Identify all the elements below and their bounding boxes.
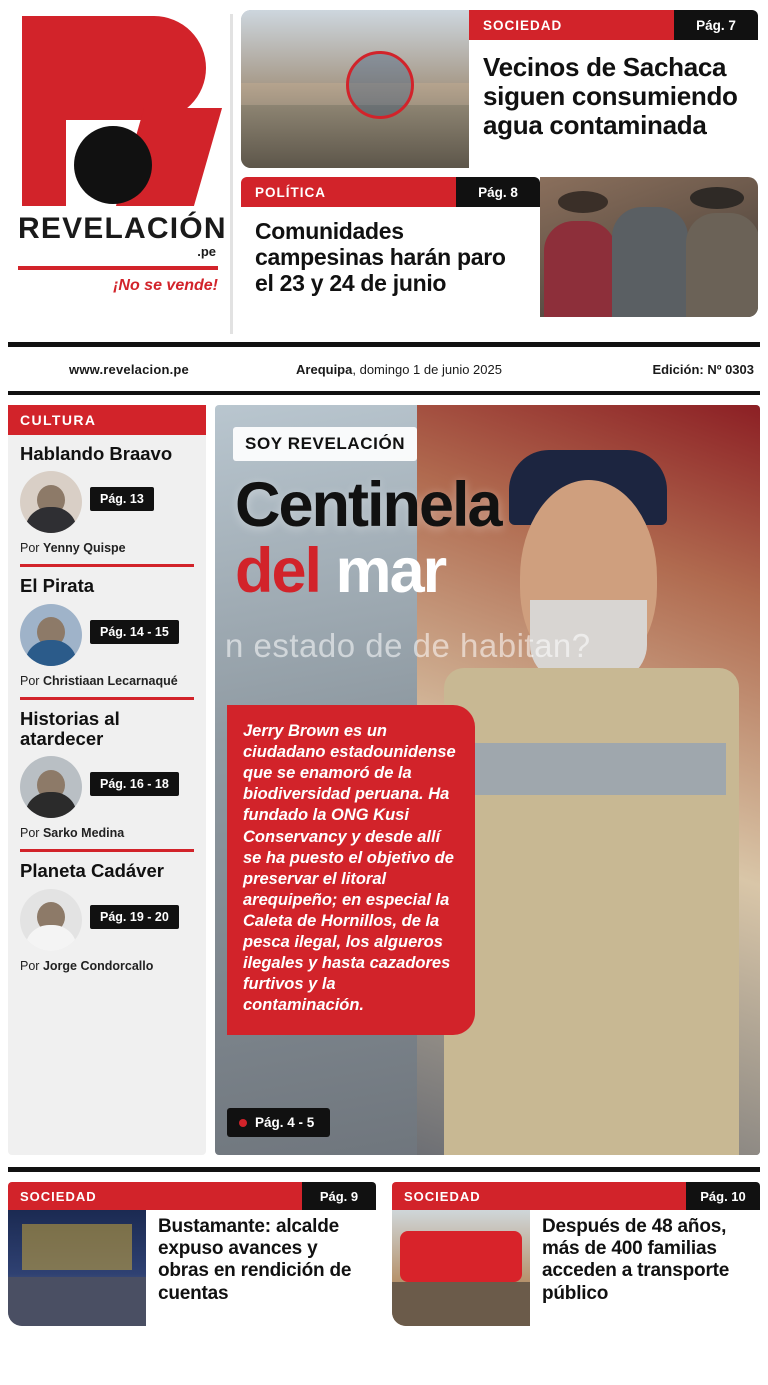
feature-callout: Jerry Brown es un ciudadano estadounidense que se enamoró de la biodiversidad peruana. Ha fundado la ONG Kusi Conservancy y desde allí se ha puesto el objetivo de preservar el litoral arequipeño; en especial la Caleta de Hornillos, de la pesca ilegal, los algueros ilegales y hasta cazadores furtivos y la contaminación.: [227, 705, 475, 1035]
culture-section-label: CULTURA: [8, 405, 206, 435]
culture-item-1-author: Yenny Quispe: [42, 541, 126, 556]
culture-item-1-title[interactable]: Hablando Braavo: [20, 443, 173, 464]
feature-headline-del: del: [235, 536, 321, 606]
culture-item-2-author: Christiaan Lecarnaqué: [42, 673, 178, 688]
feature-story[interactable]: [215, 405, 760, 1155]
top-story-politica-photo: [540, 177, 758, 317]
bottom-story-2-photo: [392, 1210, 530, 1326]
culture-item-3-page[interactable]: Pág. 16 - 18: [90, 772, 179, 796]
culture-item-3-author: Sarko Medina: [42, 826, 125, 841]
byline-prefix-4: Por: [20, 958, 43, 973]
culture-item-3[interactable]: [8, 700, 206, 850]
bottom-story-1-kicker[interactable]: SOCIEDAD: [8, 1182, 302, 1210]
culture-item-2-avatar: [20, 604, 82, 666]
feature-page-label: Pág. 4 - 5: [255, 1115, 315, 1130]
brand-tagline: ¡No se vende!: [113, 277, 218, 294]
issue-date: [244, 362, 554, 377]
byline-prefix-3: Por: [20, 826, 43, 841]
culture-item-1-byline: [20, 533, 194, 564]
page-tag-politica[interactable]: Pág. 8: [456, 177, 540, 207]
culture-item-3-title[interactable]: Historias al atardecer: [20, 707, 120, 750]
feature-headline-line2: [235, 536, 446, 606]
masthead: [0, 0, 768, 338]
feature-page-chip[interactable]: [227, 1108, 330, 1137]
feature-eyebrow: SOY REVELACIÓN: [233, 427, 417, 461]
culture-item-2-title[interactable]: El Pirata: [20, 575, 95, 597]
top-story-politica-headline[interactable]: Comunidades campesinas harán paro el 23 y 24 de junio: [255, 218, 506, 296]
byline-prefix-2: Por: [20, 673, 43, 688]
bottom-story-2-page[interactable]: Pág. 10: [686, 1182, 760, 1210]
brand-tld: .pe: [197, 244, 216, 259]
culture-item-2-byline: [20, 666, 194, 697]
culture-item-4[interactable]: [8, 852, 206, 981]
issue-city: Arequipa: [296, 361, 353, 377]
culture-item-4-title[interactable]: Planeta Cadáver: [20, 860, 164, 882]
feature-background-text: n estado de de habitan?: [225, 627, 591, 664]
bottom-stories: [0, 1172, 768, 1326]
top-stories: [241, 10, 760, 338]
top-story-sociedad-headline[interactable]: Vecinos de Sachaca siguen consumiendo agua contaminada: [483, 52, 738, 141]
top-story-sociedad-photo: [241, 10, 469, 168]
bottom-story-2-headline[interactable]: Después de 48 años, más de 400 familias acceden a transporte público: [542, 1216, 730, 1304]
main-area: [0, 395, 768, 1155]
bottom-story-1-page[interactable]: Pág. 9: [302, 1182, 376, 1210]
culture-item-2[interactable]: [8, 567, 206, 696]
kicker-politica[interactable]: POLÍTICA: [241, 177, 456, 207]
culture-item-3-byline: [20, 818, 194, 849]
culture-item-1-page[interactable]: Pág. 13: [90, 487, 154, 511]
bullet-icon: [239, 1119, 247, 1127]
feature-headline-line1: Centinela: [235, 470, 501, 540]
bottom-story-1[interactable]: [8, 1182, 376, 1326]
top-story-politica[interactable]: [241, 177, 758, 317]
bottom-story-1-headline[interactable]: Bustamante: alcalde expuso avances y obras en rendición de cuentas: [158, 1216, 352, 1304]
masthead-divider: [230, 14, 233, 334]
culture-item-4-page[interactable]: Pág. 19 - 20: [90, 905, 179, 929]
culture-item-1-avatar: [20, 471, 82, 533]
culture-item-2-page[interactable]: Pág. 14 - 15: [90, 620, 179, 644]
logo-divider: [18, 266, 218, 270]
culture-item-4-avatar: [20, 889, 82, 951]
issue-date-text: , domingo 1 de junio 2025: [352, 361, 502, 377]
top-story-sociedad[interactable]: [241, 10, 758, 168]
culture-item-4-byline: [20, 951, 194, 982]
bottom-story-2[interactable]: [392, 1182, 760, 1326]
letter-r-logo-icon: [22, 16, 214, 206]
kicker-sociedad[interactable]: SOCIEDAD: [469, 10, 674, 40]
culture-column: [8, 405, 206, 1155]
byline-prefix-1: Por: [20, 541, 43, 556]
page-tag-sociedad[interactable]: Pág. 7: [674, 10, 758, 40]
site-url[interactable]: www.revelacion.pe: [69, 361, 189, 377]
edition-number: Edición: Nº 0303: [652, 361, 754, 377]
culture-item-3-avatar: [20, 756, 82, 818]
culture-item-4-author: Jorge Condorcallo: [42, 958, 154, 973]
brand-name: REVELACIÓN: [18, 212, 227, 245]
bottom-story-2-kicker[interactable]: SOCIEDAD: [392, 1182, 686, 1210]
bottom-story-1-photo: [8, 1210, 146, 1326]
culture-item-1[interactable]: [8, 435, 206, 564]
info-bar: [0, 347, 768, 391]
feature-headline-mar: mar: [335, 536, 446, 606]
logo-block[interactable]: [8, 10, 230, 338]
